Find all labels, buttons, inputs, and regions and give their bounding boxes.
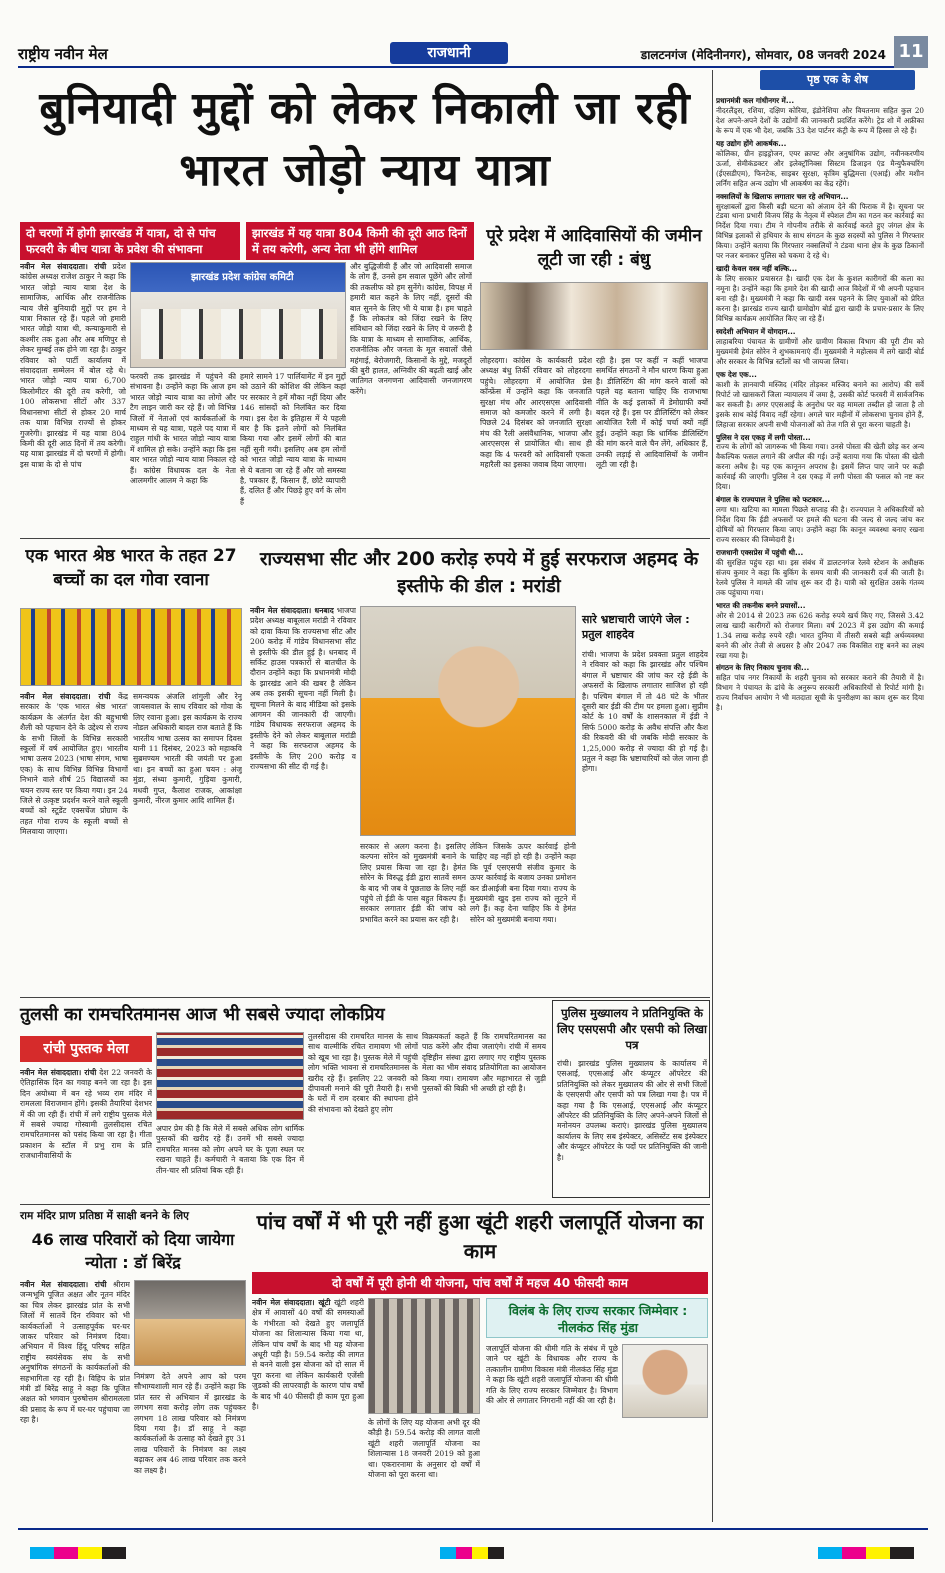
divider — [20, 1204, 710, 1205]
dateline: डालटनगंज (मेदिनीनगर), सोमवार, 08 जनवरी 2024 — [640, 48, 886, 62]
photo-people — [141, 309, 337, 359]
sidebar-item-head: पुलिस ने दस एकड़ में लगी पोस्ता... — [716, 432, 811, 442]
sidebar-item-head: राजधानी एक्सप्रेस में पहुंची थी... — [716, 547, 804, 557]
divider — [20, 997, 710, 998]
lead-column-3 — [240, 372, 346, 532]
sidebar-item-body: की सुरक्षित पहुंच रहा था। इस संबंध में डालटनगंज रेलवे स्टेशन के अधीक्षक संजय कुमार ने कहा कि बुकिंग के समय यात्री की जानकारी दर्ज की जाती है। रेलवे पुलिस ने मामले की जांच शुरू कर दी है। यात्री को सुरक्षित उसके गंतव्य तक पहुंचाया गया। — [716, 557, 924, 597]
delay-tag: विलंब के लिए राज्य सरकार जिम्मेवार : नीलकंठ सिंह मुंडा — [508, 1303, 688, 1335]
sidebar-item-head: एक देश एक... — [716, 369, 757, 379]
water-column-1 — [252, 1298, 364, 1522]
pratul-headline: सारे भ्रष्टाचारी जाएंगे जेल : प्रतुल शाहदेव — [582, 613, 690, 641]
lead-body-2: फरवरी तक झारखंड में पहुंचने की संभावना है। उन्होंने कहा कि आज हम भारत जोड़ो न्याय यात्रा का लोगो और टैग लाइन जारी कर रहे हैं। जो विभिन्न जिलों में नेताओं एवं कार्यकर्ताओं के माध्यम से यह यात्रा, पहले पद यात्रा में राहुल गांधी के भारत जोड़ो न्याय यात्रा में शामिल हो सके। उन्होंने कहा कि इस बार भारत जोड़ो न्याय यात्रा निकाल रहे हैं। कांग्रेस विधायक दल के नेता आलमगीर आलम ने कहा कि — [130, 372, 236, 486]
sidebar-item-head: खादी केवल वस्त्र नहीं बल्कि... — [716, 264, 798, 274]
police-story-box — [552, 1000, 710, 1198]
sidebar-title: पृष्ठ एक के शेष — [760, 70, 915, 90]
marandi-body-3: लेकिन जिसके ऊपर कार्रवाई होनी चाहिए वह नहीं हो रही है। उन्होंने कहा कि पूर्व एसएसपी संजीव कुमार के ऊपर कार्रवाई के बजाय उनका प्रमोशन कर डीआईजी बना दिया गया। राज्य के मुख्यमंत्री खुद इस राज्य को लूटने में लगे हैं। कह देना चाहिए कि वे हेमंत सोरेन को मुख्यमंत्री बनाया गया। — [470, 842, 576, 924]
sidebar-item-body: सहित पांच नगर निकायों के शहरी चुनाव को सरकार कराने की तैयारी में है। विभाग ने पंचायत के ढांचे के अनुरूप सरकारी अधिकारियों से रिपोर्ट मांगी है। राज्य निर्वाचन आयोग ने भी मतदाता सूची के पुनरीक्षण का काम शुरू कर दिया है। — [716, 673, 924, 713]
sidebar-item-head: संगठन के लिए निकाय चुनाव की... — [716, 663, 810, 673]
tribal-column-1 — [480, 356, 592, 532]
lead-subhead-right: झारखंड में यह यात्रा 804 किमी की दूरी आठ दिनों में तय करेगी, अन्य नेता भी होंगे शामिल — [246, 222, 474, 260]
lead-column-1 — [20, 262, 126, 532]
ram-mandir-column-1 — [20, 1280, 130, 1522]
sidebar-item — [716, 548, 924, 598]
masthead — [18, 40, 928, 68]
delay-tag-box — [486, 1298, 708, 1338]
water-subhead: दो वर्षों में पूरी होनी थी योजना, पांच वर्षों में महज 40 फीसदी काम — [252, 1272, 708, 1294]
goa-byline: नवीन मेल संवाददाता। रांची — [20, 692, 111, 701]
tribal-photo — [480, 282, 708, 350]
tulsi-headline: तुलसी का रामचरितमानस आज भी सबसे ज्यादा लोकप्रिय — [20, 1005, 385, 1025]
marandi-byline: नवीन मेल संवाददाता। धनबाद — [250, 606, 334, 615]
lead-subhead-left: दो चरणों में होगी झारखंड में यात्रा, दो से पांच फरवरी के बीच यात्रा के प्रवेश की संभावना — [20, 222, 240, 260]
marandi-portrait-photo — [360, 606, 576, 836]
pratul-column — [582, 650, 708, 992]
tulsi-body-1: देश 22 जनवरी के ऐतिहासिक दिन का गवाह बनने जा रहा है। इस दिन अयोध्या में बन रहे भव्य राम मंदिर में रामलला विराजमान होंगे। इसकी तैयारियां देशभर में की जा रही हैं। रांची में लगे राष्ट्रीय पुस्तक मेले में सबसे ज्यादा गोस्वामी तुलसीदास रचित रामचरितमानस को पसंद किया जा रहा है। गीता प्रकाशन के स्टॉल में प्रभु राम के प्रति राजधानीवासियों के — [20, 1068, 152, 1161]
ram-mandir-headline: 46 लाख परिवारों को दिया जायेगा न्योता : डॉ बिरेंद्र — [31, 1230, 235, 1272]
book-fair-photo — [156, 1032, 304, 1120]
lead-body-3: हमारे सामने 17 पार्लियामेंट में इन मुद्दों को उठाने की कोशिश की लेकिन कहां पर सरकार ने हमें मौका नहीं दिया और 146 सांसदों को निलंबित कर दिया गया। इस देश के इतिहास में ये पहली बार है कि इतने लोगों को निलंबित किया गया और इसमें लोगों की बात नहीं सुनी गयी। इसलिए अब हम लोगों को भारत जोड़ो न्याय यात्रा के माध्यम से ये बताना जा रहे हैं और जो समस्या है, पत्रकार हैं, किसान हैं, छोटे व्यापारी हैं, दलित हैं और पिछड़े हुए वर्ग के लोग हैं — [240, 372, 346, 506]
book-fair-tag: रांची पुस्तक मेला — [20, 1036, 152, 1062]
sidebar-item — [716, 663, 924, 713]
sidebar-item — [716, 96, 924, 136]
sidebar-item-head: बंगाल के राज्यपाल ने पुलिस को फटकार... — [716, 495, 831, 505]
tribal-body-1: लोहरदगा। कांग्रेस के कार्यकारी प्रदेश अध्यक्ष बंधु तिर्की रविवार को लोहरदगा पहुंचे। लोहरदगा में आयोजित प्रेस कॉन्फ्रेंस में उन्होंने कहा कि जनजाति सुरक्षा मंच और आरएसएस आदिवासी समाज को कमजोर करने में लगी है। पिछले 24 दिसंबर को जनजाति सुरक्षा मंच की रैली असंवैधानिक, भाजपा और आरएसएस से प्रायोजित थी। साथ ही कहा कि 4 फरवरी को आदिवासी एकता महारैली का इसका जवाब दिया जाएगा। — [480, 356, 592, 470]
footer-rule — [18, 1528, 928, 1530]
tulsi-body-2: अपार प्रेम की है कि मेले में सबसे अधिक लोग धार्मिक पुस्तकों की खरीद रहे हैं। उनमें भी सबसे ज्यादा रामचरित मानस को लोग अपने घर के पूजा स्थल पर रखना चाहते हैं। कर्मचारी ने बताया कि एक दिन में तीन-चार सौ प्रतियां बिक रही हैं। — [156, 1124, 304, 1175]
goa-body-1: केंद्र सरकार के 'एक भारत श्रेष्ठ भारत' कार्यक्रम के अंतर्गत देश की बहुभाषी शैली को पहचान देने के उद्देश्य से राज्य के सभी जिलों के विभिन्न सरकारी स्कूलों में वर्ष आयोजित हुए। भारतीय भाषा उत्सव 2023 (भाषा संगम, भाषा एक) के साथ विभिन्न विभिन्न विभागों निभाने वाले शीर्ष 25 विद्यालयों का चयन राज्य स्तर पर किया गया। इन 24 जिले से उत्कृष्ट प्रदर्शन करने वाले स्कूली बच्चों को स्टूडेंट एक्सचेंज प्रोग्राम के तहत गोवा राज्य के स्कूली बच्चों से मिलवाया जाएगा। — [20, 692, 128, 837]
paper-name: राष्ट्रीय नवीन मेल — [18, 45, 108, 63]
lead-body-1: प्रदेश कांग्रेस अध्यक्ष राजेश ठाकुर ने कहा कि भारत जोड़ो न्याय यात्रा देश के सामाजिक, आर्थिक और राजनीतिक न्याय जैसे बुनियादी मुद्दों पर हम ने यात्रा निकाल रहे हैं। पहले जो हमारी भारत जोड़ो यात्रा थी, कन्याकुमारी से कश्मीर तक हुआ और अब मणिपुर से लेकर मुम्बई तक होने जा रहा है। ठाकुर रविवार को पार्टी कार्यालय में संवाददाता सम्मेलन में बोल रहे थे। भारत जोड़ो न्याय यात्रा 6,700 किलोमीटर की दूरी तय करेगी, जो 100 लोकसभा सीटों और 337 विधानसभा सीटों से होकर 20 मार्च तक यात्रा विभिन्न राज्यों से होकर गुजरेगी। झारखंड में यह यात्रा 804 किमी की दूरी आठ दिनों में तय करेगी। यह यात्रा झारखंड में दो चरणों में होगी। इस यात्रा के दो से पांच — [20, 262, 126, 469]
delay-body: जलापूर्ति योजना की धीमी गति के संबंध में पूछे जाने पर खूंटी के विधायक और राज्य के तत्कालीन ग्रामीण विकास मंत्री नीलकंठ सिंह मुंडा ने कहा कि खूंटी शहरी जलापूर्ति योजना की धीमी गति के लिए राज्य सरकार जिम्मेवार है। विभाग की ओर से लगातार निगरानी नहीं की जा रही है। — [486, 1344, 618, 1406]
lead-body-4: और बुद्धिजीवी हैं और जो आदिवासी समाज के लोग हैं, उनसे हम सवाल पूछेंगे और लोगों की तकलीफ को हम सुनेंगे। कांग्रेस, विपक्ष में हमारी बात कहने के लिए नहीं, दूसरों की बात सुनने के लिए भी ये यात्रा है। हम चाहते हैं कि लोकतंत्र को जिंदा रखने के लिए संविधान को जिंदा रखने के लिए ये जरूरी है कि यात्रा के माध्यम से सामाजिक, आर्थिक, राजनीतिक और जनता के मूल सवालों जैसे महंगाई, बेरोजगारी, किसानों के मुद्दे, मजदूरों की बुरी हालत, अग्निवीर की बढ़ती खाई और जातिगत जनगणना आदिवासी जनजागरण करेंगे। — [350, 262, 472, 396]
sidebar-item-body: काशी के ज्ञानवापी मस्जिद (मंदिर तोड़कर मस्जिद बनाने का आरोप) की सर्वे रिपोर्ट जो खासकरों जिला न्यायालय में जमा है, उसकी कोर्ट फरवरी में सार्वजनिक कर सकती है। अगर एएसआई के अनुरोध पर वह मामला तब्दील हो जाता है तो इसके साथ कोई विवाद नहीं रहेगा। अगले चार महीनों में लोकसभा चुनाव होने हैं, लिहाजा सरकार अपनी सभी योजनाओं को तेज गति से पूरा करना चाहती है। — [716, 379, 924, 429]
sidebar-item-body: कोलिका, ग्रीन हाइड्रोजन, एयर क्राफ्ट और अनुषांगिक उद्योग, नवीनकरणीय ऊर्जा, सेमीकंडक्टर और इलेक्ट्रॉनिक्स सिस्टम डिजाइन एंड मैन्युफैक्चरिंग (ईएसडीएम), फिनटेक, साइबर सुरक्षा, कृत्रिम बुद्धिमत्ता (एआई) और मशीन लर्निंग सहित अन्य उद्योग भी आकर्षण का केंद्र रहेंगे। — [716, 148, 924, 188]
police-headline: पुलिस मुख्यालय ने प्रतिनियुक्ति के लिए एसएसपी और एसपी को लिखा पत्र — [557, 1006, 708, 1052]
color-registration-strip-left — [30, 1547, 126, 1559]
tribal-body-2: रही है। इस पर कहीं न कहीं भाजपा समर्थित संगठनों ने मौन धारण किया हुआ है। डीलिस्टिंग की मांग करने वालों को पहले यह बताना चाहिए कि राजभाषा नीति के कई इलाकों में डेमोग्राफी क्यों बदल रहे हैं। इस पर डीलिस्टिंग को लेकर आयोजित रैली में कोई चर्चा क्यों नहीं हुई। उन्होंने कहा कि धार्मिक डीलिस्टिंग की मांग करने वाले चैन लेंगे, अधिकार हैं, उनकी लड़ाई से आदिवासियों के जमीन लूटी जा रही है। — [596, 356, 708, 470]
ram-mandir-body-1: श्रीराम जन्मभूमि पूजित अक्षत और नूतन मंदिर का चित्र लेकर झारखंड प्रांत के सभी जिलों में सातवें दिन रविवार को भी कार्यकर्ताओं ने उत्साहपूर्वक घर-घर जाकर परिवार को निमंत्रण दिया। अभियान में विश्व हिंदू परिषद सहित राष्ट्रीय स्वयंसेवक संघ के सभी अनुषांगिक संगठनों के कार्यकर्ताओं की सहभागिता रह रही है। विहिप के प्रांत मंत्री डॉ बिरेंद्र साहू ने कहा कि पूजित अक्षत को भगवान पुरुषोत्तम श्रीरामलला की प्रसाद के रूप में घर-घर पहुंचाया जा रहा है। — [20, 1280, 130, 1425]
marandi-column-3 — [470, 842, 576, 992]
sidebar-item — [716, 370, 924, 430]
sidebar-item-body: राज्य के लोगों को जागरूक भी किया गया। उनसे पोस्ता की खेती छोड़ कर अन्य वैकल्पिक फसल लगाने की अपील की गई। उन्हें बताया गया कि पोस्ता की खेती करना अवैध है। यह एक कानूनन अपराध है। इसमें लिप्त पाए जाने पर कड़ी कार्रवाई की जाएगी। पुलिस ने दस एकड़ में लगी पोस्ता की फसल को नष्ट कर दिया। — [716, 442, 924, 492]
tulsi-column-3 — [308, 1032, 418, 1198]
tulsi-column-4 — [422, 1032, 546, 1198]
sidebar-item-head: स्वदेशी अभियान में योगदान... — [716, 326, 796, 336]
water-construction-photo — [368, 1298, 480, 1414]
sidebar-item — [716, 192, 924, 262]
goa-column-1 — [20, 692, 128, 992]
water-body-2: के लोगों के लिए यह योजना अभी दूर की कौड़ी है। 59.54 करोड़ की लागत वाली खूंटी शहरी जलापूर्ति योजना का शिलान्यास 18 जनवरी 2019 को हुआ था। एकरारनामा के अनुसार दो वर्षों में योजना को पूरा करना था। — [368, 1418, 480, 1480]
sidebar-item-head: प्रधानमंत्री कल गांधीनगर में... — [716, 96, 795, 105]
marandi-column-2 — [360, 842, 466, 992]
sidebar-item-head: भारत की तकनीक बनने प्रयासों... — [716, 600, 806, 610]
section-label: राजधानी — [390, 42, 508, 64]
page-number: 11 — [894, 36, 928, 68]
water-body-1: खूंटी शहरी क्षेत्र में आवासों 40 वर्षों की समस्याओं के गंभीरता को देखते हुए जलापूर्ति योजना का शिलान्यास किया गया था, लेकिन पांच वर्षों के बाद भी यह योजना अधूरी पड़ी है। 59.54 करोड़ की लागत से बनने वाली इस योजना को दो साल में पूरा करना था लेकिन कार्यकारी एजेंसी जुडको की लापरवाही के कारण पांच वर्षों के बाद भी 40 फीसदी ही काम पूरा हुआ है। — [252, 1298, 364, 1412]
sidebar-item-head: यह उद्योग होंगे आकर्षक... — [716, 138, 787, 148]
lead-headline: बुनियादी मुद्दों को लेकर निकाली जा रही भारत जोड़ो न्याय यात्रा — [39, 83, 691, 196]
lead-byline: नवीन मेल संवाददाता। रांची — [20, 262, 107, 271]
goa-students-photo — [20, 608, 242, 686]
lead-column-2 — [130, 372, 236, 532]
police-body: रांची। झारखंड पुलिस मुख्यालय के कार्यालय में एसआई, एएसआई और कंप्यूटर ऑपरेटर की प्रतिनियुक्ति को लेकर मुख्यालय की ओर से सभी जिलों के एसएसपी और एसपी को पत्र लिखा गया है। पत्र में कहा गया है कि एसआई, एएसआई और कंप्यूटर ऑपरेटर की प्रतिनियुक्ति के लिए अपने-अपने जिलों से मनोनयन उपलब्ध कराएं। झारखंड पुलिस मुख्यालय कार्यालय के लिए सब इंस्पेक्टर, असिस्टेंट सब इंस्पेक्टर और कंप्यूटर ऑपरेटर के पदों पर प्रतिनियुक्ति की जानी है। — [557, 1059, 707, 1162]
sidebar-item-body: नीदरलैंड्स, रशिया, दक्षिण कोरिया, इंडोनेशिया और वियतनाम सहित कुल 20 देश अपने-अपने देशों के उद्योगों की जानकारी प्रदर्शित करेंगे। ट्रेड शो में अफ्रीका के रूप में एक भी देश, जबकि 33 देश पार्टनर कंट्री के रूप में हिस्सा ले रहे हैं। — [716, 105, 924, 135]
sidebar-item-head: नक्सलियों के खिलाफ लगातार चल रहे अभियान... — [716, 191, 849, 201]
tulsi-column-1 — [20, 1068, 152, 1198]
delay-column — [486, 1344, 618, 1522]
marandi-headline: राज्यसभा सीट और 200 करोड़ रुपये में हुई सरफराज अहमद के इस्तीफे की डील : मरांडी — [259, 549, 699, 597]
sidebar-item-body: लगा था। खटिया का मामला पिछले सप्ताह की है। राज्यपाल ने अधिकारियों को निर्देश दिया कि ईडी अफसरों पर हमले की घटना की जल्द से जल्द जांच कर दोषियों को गिरफ्तार किया जाए। उन्होंने कहा कि कानून व्यवस्था बनाए रखना राज्य सरकार की जिम्मेदारी है। — [716, 505, 924, 545]
tulsi-body-3: तुलसीदास की रामचरित मानस के साथ साथ वाल्मीकि रचित रामायण भी लोगों को खूब भा रहा है। पुस्तक मेले में पहुंची लोग भक्ति भावना से रामचरितमानस के खरीद रहे हैं। इसलिए 22 जनवरी को दीपावली मनाने की पूरी तैयारी है। सभी के घरों में राम दरबार की स्थापना होने की संभावना को देखते हुए लोग — [308, 1032, 418, 1114]
goa-column-2 — [133, 692, 242, 992]
sidebar-continuations — [716, 96, 924, 1518]
tulsi-byline: नवीन मेल संवाददाता। रांची — [20, 1068, 97, 1077]
ram-mandir-column-2 — [134, 1372, 246, 1522]
tribal-column-2 — [596, 356, 708, 532]
tulsi-column-2 — [156, 1124, 304, 1198]
marandi-column-1 — [250, 606, 356, 992]
water-column-2 — [368, 1418, 480, 1522]
ram-mandir-byline: नवीन मेल संवाददाता। रांची — [20, 1280, 107, 1289]
water-byline: नवीन मेल संवाददाता। खूंटी — [252, 1298, 331, 1307]
sidebar-item — [716, 264, 924, 324]
lead-column-4 — [350, 262, 472, 532]
neelkanth-munda-photo — [622, 1344, 708, 1418]
color-registration-strip-center — [440, 1547, 504, 1559]
sidebar-item — [716, 139, 924, 189]
sidebar-item-body: लाहाबरिया पंचायत के ग्रामीणों और ग्रामीण विकास विभाग की पूरी टीम को मुख्यमंत्री हेमंत सोरेन ने शुभकामनाएं दीं। मुख्यमंत्री ने महोत्सव में लगे खादी बोर्ड और सरकार के विभिन्न स्टॉलों का भी जायजा लिया। — [716, 336, 924, 366]
tribal-headline: पूरे प्रदेश में आदिवासियों की जमीन लूटी जा रही : बंधु — [486, 226, 702, 270]
marandi-body-1: भाजपा प्रदेश अध्यक्ष बाबूलाल मरांडी ने रविवार को दावा किया कि राज्यसभा सीट और 200 करोड़ में गांडेय विधानसभा सीट से इस्तीफे की डील हुई है। धनबाद में सर्किट हाउस पत्रकारों से बातचीत के दौरान उन्होंने कहा कि प्रधानमंत्री मोदी के झारखंड आने की खबर है लेकिन अब तक इसकी सूचना नहीं मिली है। सूचना मिलने के बाद मीडिया को इसके आगमन की जानकारी दी जाएगी। गांडेय विधायक सरफराज अहमद के इस्तीफे देने को लेकर बाबूलाल मरांडी ने कहा कि सरफराज अहमद के इस्तीफे के लिए 200 करोड़ व राज्यसभा की सीट दी गई है। — [250, 606, 356, 772]
sidebar-divider — [712, 70, 713, 1522]
sidebar-item — [716, 495, 924, 545]
divider — [20, 538, 710, 539]
water-headline: पांच वर्षों में भी पूरी नहीं हुआ खूंटी शहरी जलापूर्ति योजना का काम — [256, 1210, 704, 1263]
ram-mandir-photo — [134, 1280, 246, 1366]
photo-banner-text: झारखंड प्रदेश कांग्रेस कमिटी — [191, 272, 294, 283]
lead-press-conference-photo — [130, 262, 346, 368]
sidebar-item — [716, 327, 924, 367]
pratul-body: रांची। भाजपा के प्रदेश प्रवक्ता प्रतुल शाहदेव ने रविवार को कहा कि झारखंड और पश्चिम बंगाल में भ्रष्टाचार की जांच कर रहे ईडी के अफसरों के खिलाफ लगातार साजिश हो रही है। पश्चिम बंगाल में तो 48 घंटे के भीतर दूसरी बार ईडी की टीम पर हमला हुआ। सुप्रीम कोर्ट के 10 वर्षों के शासनकाल में ईडी ने सिर्फ 5000 करोड़ के अवैध संपत्ति और कैश की रिकवरी की थी जबकि मोदी सरकार के 1,25,000 करोड़ से ज्यादा की हो गई है। प्रतुल ने कहा कि भ्रष्टाचारियों को जेल जाना ही होगा। — [582, 650, 708, 774]
ram-mandir-kicker: राम मंदिर प्राण प्रतिष्ठा में साक्षी बनने के लिए — [20, 1210, 189, 1222]
sidebar-item-body: के लिए सरकार प्रयासरत है। खादी एक देश के कुशल कारीगरों की कला का नमूना है। उन्होंने कहा कि हमारे देश की खादी आज विदेशों में भी अपनी पहचान बना रही है। मुख्यमंत्री ने कहा कि खादी वस्त्र पहनने के लिए युवाओं को प्रेरित करना है। झारखंड राज्य खादी ग्रामोद्योग बोर्ड द्वारा खादी के प्रचार-प्रसार के लिए विभिन्न कार्यक्रम आयोजित किए जा रहे हैं। — [716, 274, 924, 324]
color-registration-strip-right — [818, 1547, 914, 1559]
police-column — [557, 1059, 707, 1195]
marandi-body-2: सरकार से अलग करना है। इसलिए कल्पना सोरेन को मुख्यमंत्री बनाने के लिए प्रयास किया जा रहा है। हेमंत सोरेन के विरुद्ध ईडी द्वारा सातवें समन के बाद भी जब वे पूछताछ के लिए नहीं पहुंचे तो ईडी के पास बहुत विकल्प हैं। सरकार लगातार ईडी की जांच को प्रभावित करने का प्रयास कर रही है। — [360, 842, 466, 924]
sidebar-item — [716, 433, 924, 493]
goa-headline: एक भारत श्रेष्ठ भारत के तहत 27 बच्चों का दल गोवा रवाना — [25, 546, 237, 590]
goa-body-2: समन्वयक अंजलि शांगुली और रेनू जायसवाल के साथ रविवार को गोवा के लिए रवाना हुआ। इस कार्यक्रम के राज्य नोडल अधिकारी बादल राज बताते हैं कि भारतीय भाषा उत्सव का समापन दिवस यानी 11 दिसंबर, 2023 को महाकवि सुब्रमण्यम भारती की जयंती पर हुआ था। इन बच्चों का हुआ चयन : अंजू मुंडा, संध्या कुमारी, गुड़िया कुमारी, मधवी गुप्त, कैलाश राजक, आकांक्षा कुमारी, नीरज कुमार आदि शामिल हैं। — [133, 692, 242, 806]
sidebar-item-body: सुरक्षाबलों द्वारा किसी बड़ी घटना को अंजाम देने की फिराक में है। सूचना पर टंडवा थाना प्रभारी विजय सिंह के नेतृत्व में स्पेशल टीम का गठन कर कार्रवाई का निर्देश दिया गया। टीम ने गोपनीय तरीके से कार्रवाई करते हुए जंगल क्षेत्र के विभिन्न इलाकों से हथियार के साथ संगठन के कुछ सदस्यों को पुलिस ने गिरफ्तार किया। उन्होंने बताया कि गिरफ्तार नक्सलियों ने टंडवा थाना क्षेत्र के कुछ ठिकानों पर नजर बनाकर पुलिस को चकमा दे रहे थे। — [716, 201, 924, 261]
tulsi-body-4: विक्रयकर्ता कहते हैं कि रामचरितमानस का पाठ करेंगे और दीया जलाएंगे। रांची में समय दृष्टिहीन संस्था द्वारा लगाए गए राष्ट्रीय पुस्तक मेला का भीम संवाद प्रतियोगिता का आयोजन किया गया। रामायण और महाभारत से जुड़ी पुस्तकों की बिक्री भी अच्छी हो रही है। — [422, 1032, 546, 1094]
sidebar-item — [716, 601, 924, 661]
sidebar-item-body: ओर से 2014 से 2023 तक 626 करोड़ रुपये खर्च किए गए, जिससे 3.42 लाख खादी कारीगरों को रोजगार मिला। वर्ष 2023 में इस उद्योग की कमाई 1.34 लाख करोड़ रुपये रही। भारत दुनिया में तीसरी सबसे बड़ी अर्थव्यवस्था बनने की ओर तेजी से अग्रसर है और 2047 तक विकसित राष्ट्र बनने का लक्ष्य रखा गया है। — [716, 610, 924, 660]
ram-mandir-body-2: निमंत्रण देते अपने आप को परम सौभाग्यशाली मान रहे हैं। उन्होंने कहा कि प्रांत स्तर से अभियान में झारखंड के लगभग सवा करोड़ लोग तक पहुंचकर लगभग 18 लाख परिवार को निमंत्रण दिया गया है। डॉ साहू ने कहा कार्यकर्ताओं के उत्साह को देखते हुए 31 लाख परिवारों के निमंत्रण का लक्ष्य बढ़ाकर अब 46 लाख परिवार तक करने का लक्ष्य है। — [134, 1372, 246, 1475]
